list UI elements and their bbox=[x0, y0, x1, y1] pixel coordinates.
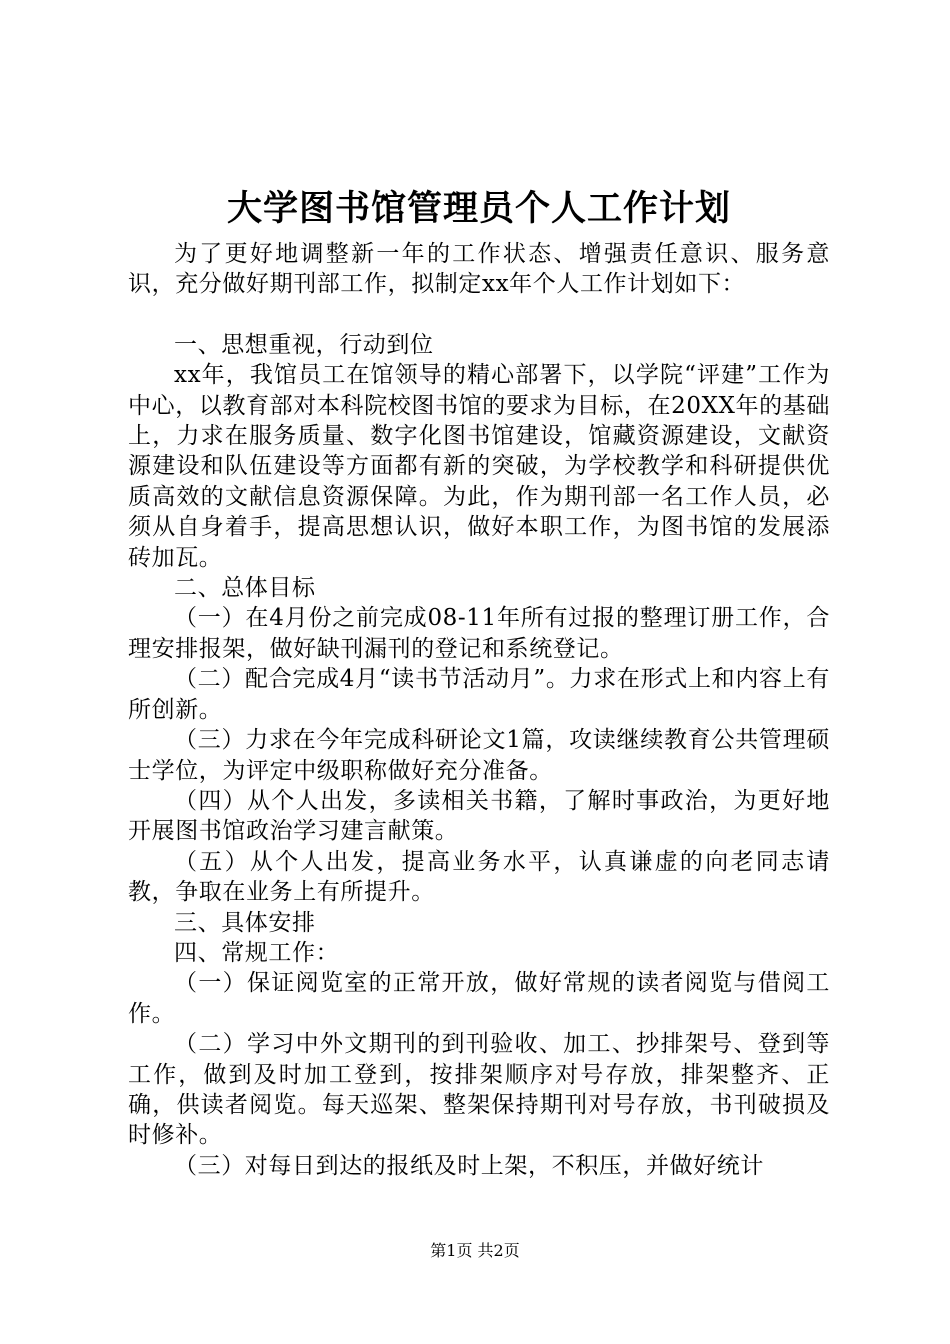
section-heading-1: 一、思想重视，行动到位 bbox=[174, 331, 434, 358]
section-heading-3: 三、具体安排 bbox=[174, 909, 316, 936]
routine-item-1: （一）保证阅览室的正常开放，做好常规的读者阅览与借阅工作。 bbox=[128, 970, 830, 1027]
routine-item-3: （三）对每日到达的报纸及时上架，不积压，并做好统计 bbox=[174, 1152, 764, 1179]
paragraph-section-1: xx年，我馆员工在馆领导的精心部署下，以学院“评建”工作为中心，以教育部对本科院校图书馆的要求为目标，在20XX年的基础上，力求在服务质量、数字化图书馆建设，馆藏资源建设，文献资源建设和队伍建设等方面都有新的突破，为学校教学和科研提供优质高效的文献信息资源保障。为此，作为期刊部一名工作人员，必须从自身着手，提高思想认识，做好本职工作，为图书馆的发展添砖加瓦。 bbox=[128, 362, 830, 571]
section-heading-4: 四、常规工作： bbox=[174, 939, 340, 966]
document-body bbox=[128, 239, 830, 1181]
page-footer: 第1页 共2页 bbox=[430, 1241, 520, 1260]
routine-item-2: （二）学习中外文期刊的到刊验收、加工、抄排架号、登到等工作，做到及时加工登到，按排架顺序对号存放，排架整齐、正确，供读者阅览。每天巡架、整架保持期刊对号存放，书刊破损及时修补。 bbox=[128, 1031, 830, 1149]
paragraph-intro: 为了更好地调整新一年的工作状态、增强责任意识、服务意识，充分做好期刊部工作，拟制定xx年个人工作计划如下： bbox=[128, 241, 830, 298]
goal-item-1: （一）在4月份之前完成08-11年所有过报的整理订册工作，合理安排报架，做好缺刊漏刊的登记和系统登记。 bbox=[128, 605, 830, 662]
section-heading-2: 二、总体目标 bbox=[174, 575, 316, 602]
paragraph-blank bbox=[128, 300, 830, 330]
goal-item-2: （二）配合完成4月“读书节活动月”。力求在形式上和内容上有所创新。 bbox=[128, 666, 830, 723]
document-page bbox=[128, 183, 830, 1181]
goal-item-3: （三）力求在今年完成科研论文1篇，攻读继续教育公共管理硕士学位，为评定中级职称做好充分准备。 bbox=[128, 727, 830, 784]
document-title: 大学图书馆管理员个人工作计划 bbox=[226, 188, 731, 229]
goal-item-5: （五）从个人出发，提高业务水平，认真谦虚的向老同志请教，争取在业务上有所提升。 bbox=[128, 848, 830, 906]
goal-item-4: （四）从个人出发，多读相关书籍，了解时事政治，为更好地开展图书馆政治学习建言献策。 bbox=[128, 787, 830, 845]
